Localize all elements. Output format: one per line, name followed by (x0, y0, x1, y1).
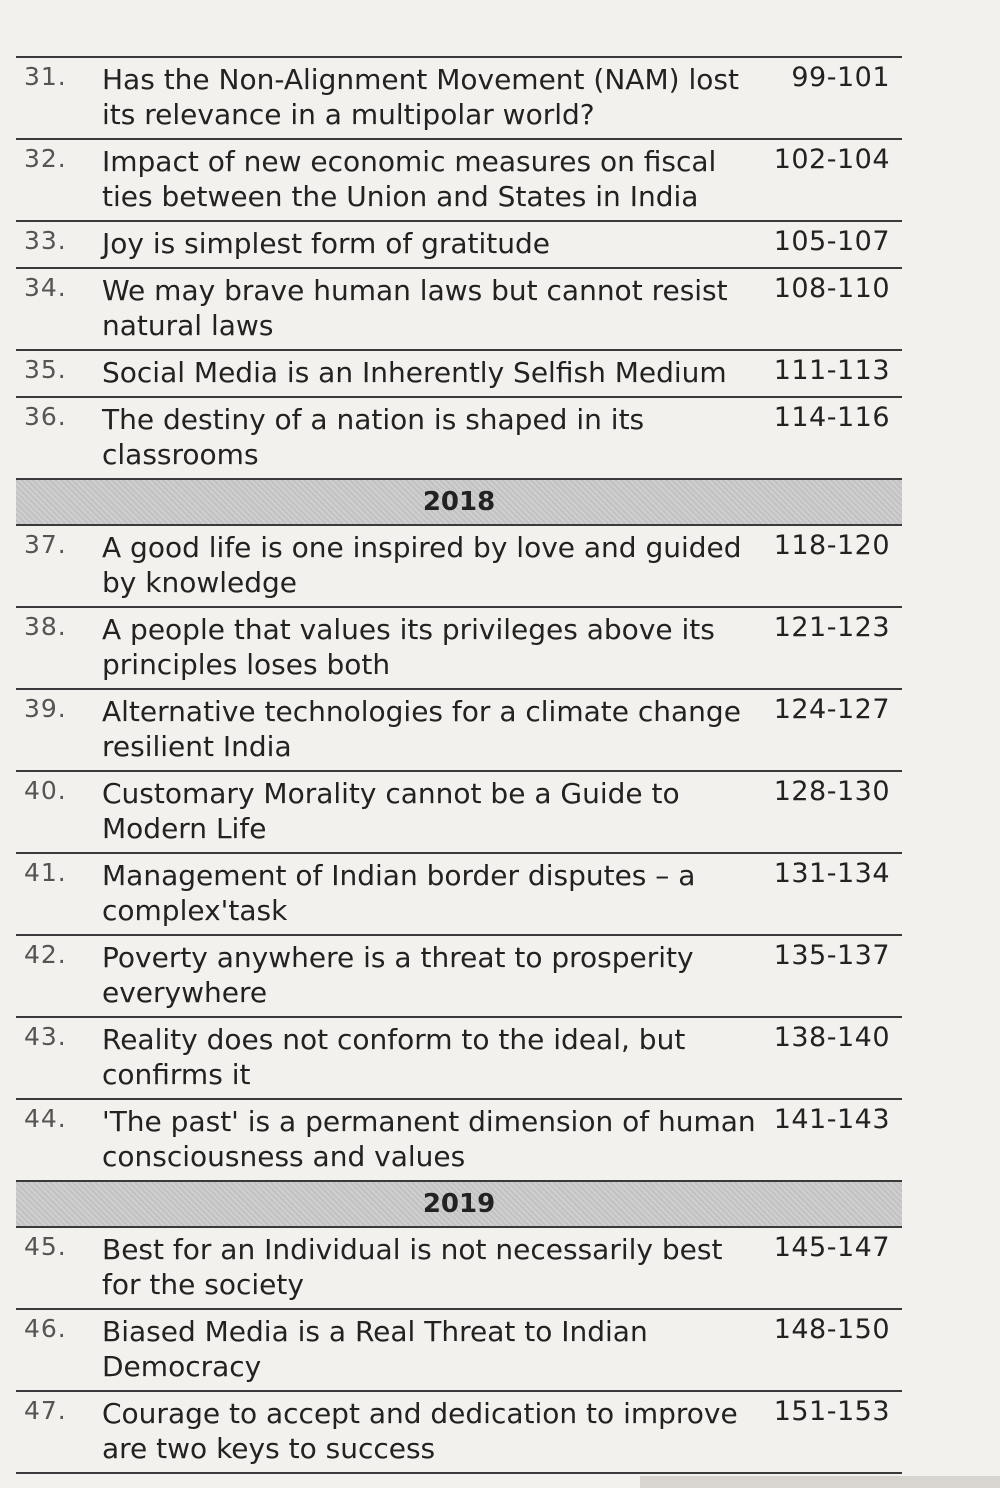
entry-page-range: 124-127 (773, 694, 890, 725)
entry-page-range: 148-150 (773, 1314, 890, 1345)
entry-title: Management of Indian border disputes – a complex'task (102, 859, 696, 927)
entry-title: A people that values its privileges above its principles loses both (102, 613, 715, 681)
toc-entry[interactable] (16, 936, 902, 1016)
entry-title: Social Media is an Inherently Selfish Medium (102, 356, 727, 389)
entry-title: Courage to accept and dedication to improve are two keys to success (102, 1397, 738, 1465)
entry-number: 41. (24, 858, 67, 887)
entry-title: Alternative technologies for a climate change resilient India (102, 695, 741, 763)
entry-title: The destiny of a nation is shaped in its classrooms (102, 403, 645, 471)
entry-number: 47. (24, 1396, 67, 1425)
toc-entry[interactable] (16, 58, 902, 138)
entry-page-range: 135-137 (773, 940, 890, 971)
toc-entry[interactable] (16, 351, 902, 396)
toc-entry[interactable] (16, 608, 902, 688)
entry-page-range: 128-130 (773, 776, 890, 807)
entry-page-range: 99-101 (791, 62, 890, 93)
entry-page-range: 151-153 (773, 1396, 890, 1427)
entry-number: 44. (24, 1104, 67, 1133)
entry-page-range: 131-134 (773, 858, 890, 889)
entry-number: 46. (24, 1314, 67, 1343)
entry-number: 40. (24, 776, 67, 805)
entry-number: 31. (24, 62, 67, 91)
toc-entry[interactable] (16, 1228, 902, 1308)
entry-page-range: 102-104 (773, 144, 890, 175)
entry-page-range: 118-120 (773, 530, 890, 561)
entry-title: Best for an Individual is not necessarily best for the society (102, 1233, 723, 1301)
entry-title: Impact of new economic measures on fiscal ties between the Union and States in India (102, 145, 717, 213)
entry-page-range: 105-107 (773, 226, 890, 257)
toc-entry[interactable] (16, 222, 902, 267)
toc-entry[interactable] (16, 1392, 902, 1472)
entry-number: 32. (24, 144, 67, 173)
toc-entry[interactable] (16, 140, 902, 220)
entry-title: Poverty anywhere is a threat to prosperity everywhere (102, 941, 694, 1009)
entry-title: Joy is simplest form of gratitude (102, 227, 551, 260)
entry-number: 34. (24, 273, 67, 302)
entry-number: 36. (24, 402, 67, 431)
divider (16, 1472, 902, 1474)
entry-page-range: 138-140 (773, 1022, 890, 1053)
entry-title: We may brave human laws but cannot resist natural laws (102, 274, 728, 342)
toc-entry[interactable] (16, 1018, 902, 1098)
entry-number: 43. (24, 1022, 67, 1051)
entry-title: Has the Non-Alignment Movement (NAM) lost its relevance in a multipolar world? (102, 63, 739, 131)
entry-number: 37. (24, 530, 67, 559)
entry-page-range: 145-147 (773, 1232, 890, 1263)
entry-number: 33. (24, 226, 67, 255)
entry-number: 45. (24, 1232, 67, 1261)
toc-entry[interactable] (16, 772, 902, 852)
entry-page-range: 111-113 (773, 355, 890, 386)
entry-number: 39. (24, 694, 67, 723)
toc-entry[interactable] (16, 854, 902, 934)
page-edge (640, 1476, 1000, 1488)
entry-page-range: 141-143 (773, 1104, 890, 1135)
toc-entry[interactable] (16, 398, 902, 478)
toc-entry[interactable] (16, 1310, 902, 1390)
entry-page-range: 114-116 (773, 402, 890, 433)
entry-title: Biased Media is a Real Threat to Indian Democracy (102, 1315, 648, 1383)
toc-entry[interactable] (16, 269, 902, 349)
entry-title: 'The past' is a permanent dimension of human consciousness and values (102, 1105, 756, 1173)
toc-entry[interactable] (16, 1100, 902, 1180)
year-header: 2018 (16, 478, 902, 526)
entry-number: 35. (24, 355, 67, 384)
entry-page-range: 121-123 (773, 612, 890, 643)
entry-page-range: 108-110 (773, 273, 890, 304)
year-header: 2019 (16, 1180, 902, 1228)
entry-number: 42. (24, 940, 67, 969)
toc-entry[interactable] (16, 526, 902, 606)
toc-list (16, 56, 902, 1474)
entry-title: Customary Morality cannot be a Guide to Modern Life (102, 777, 680, 845)
entry-title: A good life is one inspired by love and guided by knowledge (102, 531, 742, 599)
entry-number: 38. (24, 612, 67, 641)
entry-title: Reality does not conform to the ideal, but confirms it (102, 1023, 686, 1091)
toc-entry[interactable] (16, 690, 902, 770)
